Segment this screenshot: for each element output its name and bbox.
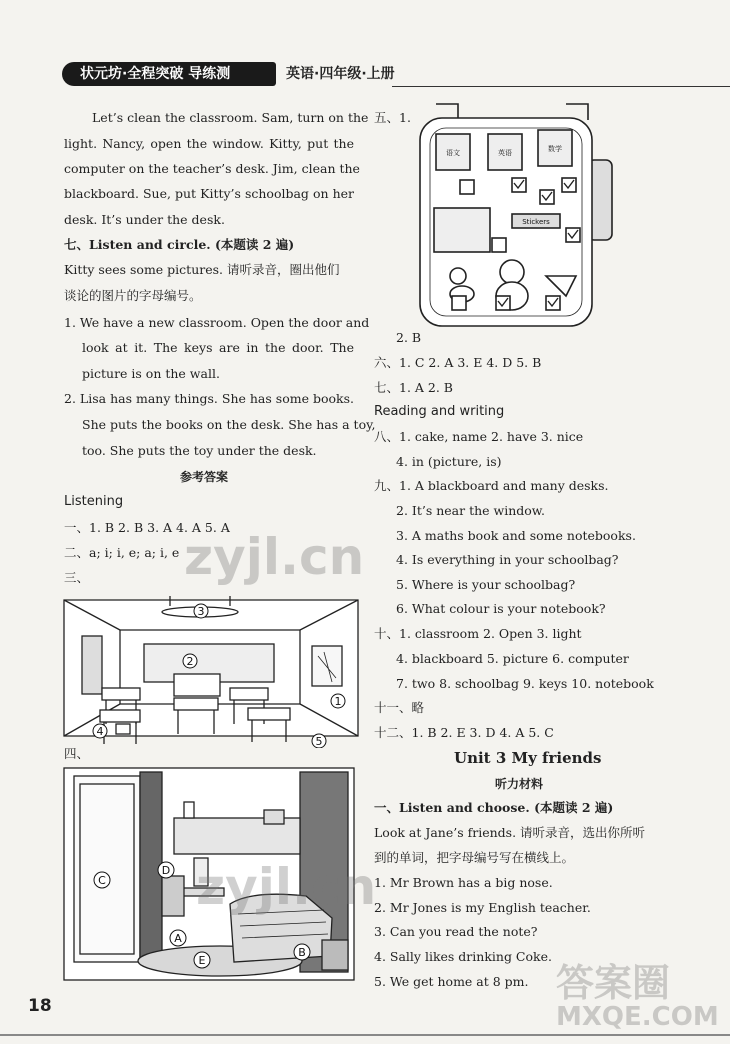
watermark: MXQE.COM	[556, 1002, 719, 1032]
answer-4-label: 四、	[64, 746, 90, 761]
reading-writing-heading: Reading and writing	[374, 404, 505, 419]
item-line: picture is on the wall.	[82, 366, 220, 381]
item-line: look at it. The keys are in the door. The	[82, 340, 354, 355]
item-line: too. She puts the toy under the desk.	[82, 443, 317, 458]
section-8-line: 4. in (picture, is)	[396, 454, 502, 469]
unit-item: 3. Can you read the note?	[374, 924, 538, 939]
section-12-line: 十二、1. B 2. E 3. D 4. A 5. C	[374, 725, 554, 740]
section-5-label: 五、1.	[374, 110, 411, 125]
unit-section-1-intro: Look at Jane’s friends. 请听录音，选出你所听	[374, 825, 646, 840]
watermark: zyjl.cn	[184, 528, 365, 586]
schoolbag-figure	[416, 100, 616, 328]
mark-4: 4	[96, 725, 104, 738]
mark-A: A	[174, 932, 182, 945]
book-label: 语文	[446, 149, 460, 157]
answers-title: 参考答案	[180, 470, 229, 484]
book-label: 英语	[498, 149, 512, 157]
watermark: 答案圈	[556, 961, 671, 1005]
section-11-line: 十一、略	[374, 700, 425, 715]
mark-E: E	[198, 954, 206, 967]
mark-D: D	[161, 864, 171, 877]
mark-5: 5	[315, 735, 323, 748]
unit-item: 1. Mr Brown has a big nose.	[374, 875, 553, 890]
section-9-line: 2. It’s near the window.	[396, 503, 545, 518]
passage-line: Let’s clean the classroom. Sam, turn on the	[92, 110, 369, 125]
section-7-answers: 七、1. A 2. B	[374, 380, 453, 395]
section-9-line: 4. Is everything in your schoolbag?	[396, 552, 619, 567]
running-header	[62, 62, 722, 88]
subject-label: 英语·四年级·上册	[286, 66, 395, 82]
unit-item: 2. Mr Jones is my English teacher.	[374, 900, 591, 915]
mark-3: 3	[197, 605, 205, 618]
section-9-line: 5. Where is your schoolbag?	[396, 577, 576, 592]
mark-C: C	[98, 874, 106, 887]
passage-line: blackboard. Sue, put Kitty’s schoolbag on her	[64, 186, 354, 201]
answer-3-label: 三、	[64, 570, 90, 585]
item-line: 1. We have a new classroom. Open the door and	[64, 315, 370, 330]
answer-1: 一、1. B 2. B 3. A 4. A 5. A	[64, 520, 230, 535]
sticker-label: Stickers	[522, 218, 550, 226]
header-rule	[392, 86, 730, 87]
book-label: 数学	[548, 145, 562, 153]
watermark: zyjl.cn	[196, 858, 377, 916]
bottom-rule	[0, 1034, 730, 1036]
listening-heading: Listening	[64, 494, 124, 509]
section-5-item-2: 2. B	[396, 330, 422, 345]
answer-2: 二、a; i; i, e; a; i, e	[64, 545, 180, 560]
mark-1: 1	[334, 695, 342, 708]
section-9-line: 九、1. A blackboard and many desks.	[374, 478, 609, 493]
section-9-line: 6. What colour is your notebook?	[396, 601, 606, 616]
section-10-line: 7. two 8. schoolbag 9. keys 10. notebook	[396, 676, 654, 691]
item-line: 2. Lisa has many things. She has some books.	[64, 391, 354, 406]
unit-section-1-intro: 到的单词，把字母编号写在横线上。	[374, 850, 575, 865]
section-10-line: 4. blackboard 5. picture 6. computer	[396, 651, 629, 666]
unit-section-1-title: 一、Listen and choose. (本题读 2 遍)	[374, 800, 614, 815]
page-number: 18	[28, 996, 52, 1016]
section-10-line: 十、1. classroom 2. Open 3. light	[374, 626, 582, 641]
section-7-intro: 谈论的图片的字母编号。	[64, 288, 202, 303]
section-7-title: 七、Listen and circle. (本题读 2 遍)	[64, 237, 295, 252]
section-9-line: 3. A maths book and some notebooks.	[396, 528, 636, 543]
passage-line: light. Nancy, open the window. Kitty, put the	[64, 136, 354, 151]
classroom-figure	[62, 586, 360, 748]
mark-2: 2	[186, 655, 194, 668]
section-8-line: 八、1. cake, name 2. have 3. nice	[374, 429, 584, 444]
unit-item: 4. Sally likes drinking Coke.	[374, 949, 552, 964]
passage-line: computer on the teacher’s desk. Jim, clean the	[64, 161, 360, 176]
mark-B: B	[298, 946, 306, 959]
series-badge: 状元坊·全程突破 导练测	[62, 62, 276, 86]
materials-title: 听力材料	[495, 777, 544, 791]
item-line: She puts the books on the desk. She has a toy,	[82, 417, 376, 432]
unit-title: Unit 3 My friends	[454, 749, 602, 767]
unit-item: 5. We get home at 8 pm.	[374, 974, 529, 989]
section-6-answers: 六、1. C 2. A 3. E 4. D 5. B	[374, 355, 542, 370]
section-7-intro: Kitty sees some pictures. 请听录音，圈出他们	[64, 262, 340, 277]
passage-line: desk. It’s under the desk.	[64, 212, 225, 227]
